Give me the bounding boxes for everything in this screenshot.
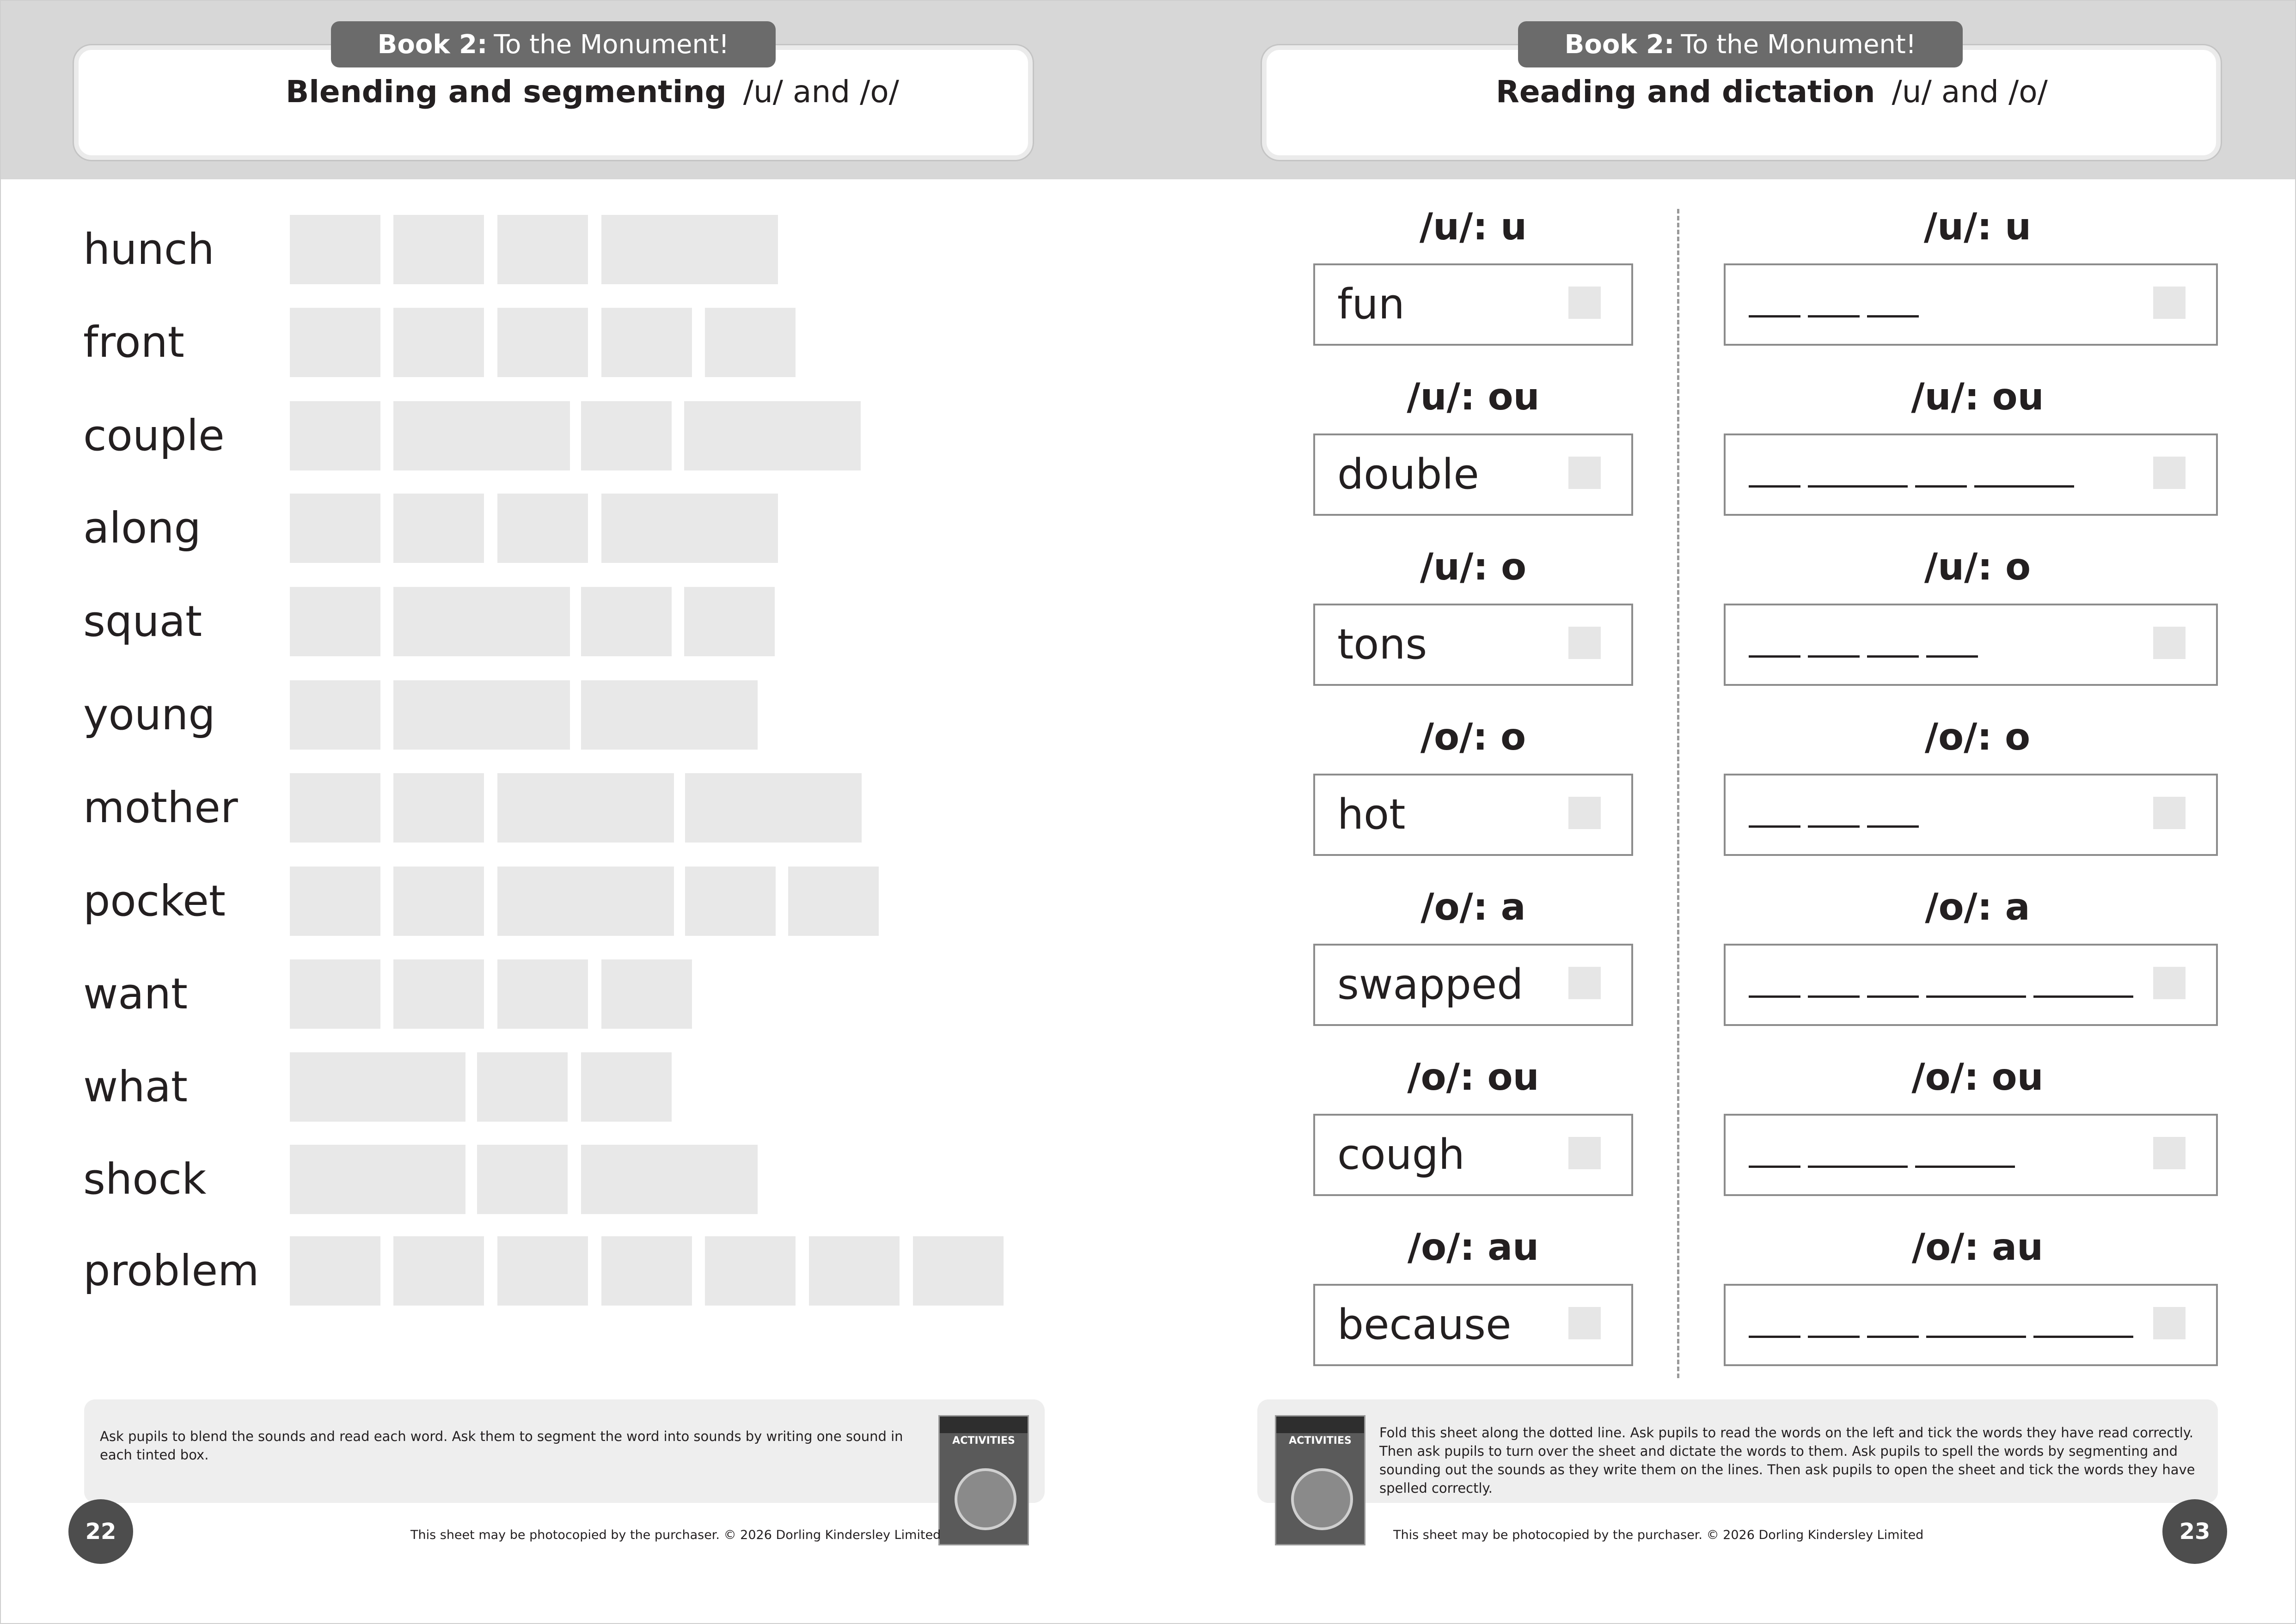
right-instructions: Fold this sheet along the dotted line. Ask pupils to read the words on the left and tick the words they have read correctly. Then ask pupils to turn over the sheet and dictate the words to them. Ask pupils to spell the words by segmenting and sounding out the sounds as they write them on the lines. Then ask pupils to open the sheet and tick the words they have spelled correctly. xyxy=(1379,1425,2195,1496)
word-label: front xyxy=(83,317,184,367)
sound-box[interactable] xyxy=(581,680,758,750)
tick-box[interactable] xyxy=(1568,1137,1601,1169)
right-page-title xyxy=(1496,74,2048,110)
word-label: squat xyxy=(83,597,202,646)
sound-box[interactable] xyxy=(393,401,570,470)
cover-illustration xyxy=(1291,1468,1353,1530)
dictation-box xyxy=(1724,604,2218,686)
left-page-title xyxy=(286,74,899,110)
reading-word: hot xyxy=(1337,790,1406,839)
left-book-title: To the Monument! xyxy=(494,29,729,60)
tick-box[interactable] xyxy=(1568,797,1601,829)
sound-box[interactable] xyxy=(581,587,672,656)
sound-box[interactable] xyxy=(601,959,692,1029)
reading-sound-heading: /o/: au xyxy=(1407,1226,1539,1269)
right-book-label: Book 2: xyxy=(1564,29,1675,60)
letter-line[interactable] xyxy=(1867,1336,1919,1338)
sound-box[interactable] xyxy=(788,867,879,936)
sound-box[interactable] xyxy=(601,494,778,563)
word-label: shock xyxy=(83,1154,207,1204)
sound-box[interactable] xyxy=(393,587,570,656)
sound-box[interactable] xyxy=(393,1236,484,1306)
letter-line[interactable] xyxy=(1915,485,1967,488)
dictation-sound-heading: /o/: ou xyxy=(1911,1056,2044,1099)
letter-line[interactable] xyxy=(1867,655,1919,658)
sound-box[interactable] xyxy=(477,1052,568,1122)
dictation-box xyxy=(1724,263,2218,346)
tick-box[interactable] xyxy=(2153,457,2186,489)
reading-sound-heading: /u/: o xyxy=(1420,545,1527,588)
letter-line[interactable] xyxy=(1808,655,1860,658)
letter-line[interactable] xyxy=(1749,315,1800,317)
cover-banner xyxy=(1276,1416,1364,1433)
letter-line[interactable] xyxy=(1808,1166,1908,1168)
letter-line[interactable] xyxy=(1749,655,1800,658)
copyright-right: This sheet may be photocopied by the purchaser. © 2026 Dorling Kindersley Limited xyxy=(1393,1528,1924,1542)
dictation-box xyxy=(1724,433,2218,516)
sound-box[interactable] xyxy=(913,1236,1004,1306)
sound-box[interactable] xyxy=(477,1145,568,1214)
tick-box[interactable] xyxy=(1568,1307,1601,1339)
sound-box[interactable] xyxy=(684,401,861,470)
sound-box[interactable] xyxy=(393,773,484,843)
sound-box[interactable] xyxy=(290,1052,465,1122)
reading-word: double xyxy=(1337,450,1479,499)
reading-word-box xyxy=(1313,774,1633,856)
reading-sound-heading: /u/: ou xyxy=(1407,375,1540,418)
sound-box[interactable] xyxy=(601,215,778,284)
reading-word: fun xyxy=(1337,280,1405,329)
letter-line[interactable] xyxy=(1867,995,1919,998)
dictation-box xyxy=(1724,944,2218,1026)
left-heading-sounds: /u/ and /o/ xyxy=(743,74,900,110)
word-label: couple xyxy=(83,411,225,460)
dictation-box xyxy=(1724,1284,2218,1366)
sound-box[interactable] xyxy=(290,1236,380,1306)
reading-sound-heading: /u/: u xyxy=(1419,205,1527,248)
letter-line[interactable] xyxy=(1926,655,1978,658)
word-label: problem xyxy=(83,1246,259,1295)
dictation-sound-heading: /o/: a xyxy=(1925,885,2030,928)
tick-box[interactable] xyxy=(2153,967,2186,999)
fold-line xyxy=(1677,209,1679,1378)
sound-box[interactable] xyxy=(809,1236,900,1306)
letter-line[interactable] xyxy=(1808,825,1860,828)
reading-word: tons xyxy=(1337,620,1427,669)
reading-word-box xyxy=(1313,1114,1633,1196)
sound-box[interactable] xyxy=(685,867,776,936)
sound-box[interactable] xyxy=(290,773,380,843)
right-instructions-panel xyxy=(1257,1399,2218,1503)
sound-box[interactable] xyxy=(705,308,796,377)
word-label: along xyxy=(83,503,201,553)
tick-box[interactable] xyxy=(2153,1307,2186,1339)
sound-box[interactable] xyxy=(393,494,484,563)
sound-box[interactable] xyxy=(290,867,380,936)
letter-line[interactable] xyxy=(1926,995,2026,998)
dictation-sound-heading: /o/: au xyxy=(1911,1226,2044,1269)
letter-line[interactable] xyxy=(1926,1336,2026,1338)
letter-line[interactable] xyxy=(1808,995,1860,998)
cover-title: ACTIVITIES xyxy=(952,1435,1015,1447)
letter-line[interactable] xyxy=(1808,485,1908,488)
reading-word-box xyxy=(1313,1284,1633,1366)
sound-box[interactable] xyxy=(290,215,380,284)
sound-box[interactable] xyxy=(601,308,692,377)
cover-title: ACTIVITIES xyxy=(1289,1435,1352,1447)
letter-line[interactable] xyxy=(2033,1336,2133,1338)
reading-sound-heading: /o/: ou xyxy=(1407,1056,1539,1099)
tick-box[interactable] xyxy=(1568,967,1601,999)
tick-box[interactable] xyxy=(2153,287,2186,319)
sound-box[interactable] xyxy=(290,494,380,563)
left-book-label: Book 2: xyxy=(377,29,488,60)
reading-word: because xyxy=(1337,1300,1512,1349)
word-label: hunch xyxy=(83,225,214,274)
left-instructions: Ask pupils to blend the sounds and read each word. Ask them to segment the word into sounds by writing one sound in each tinted box. xyxy=(100,1429,903,1463)
sound-box[interactable] xyxy=(497,1236,588,1306)
page-number-left: 22 xyxy=(68,1499,133,1564)
reading-word-box xyxy=(1313,263,1633,346)
sound-box[interactable] xyxy=(497,867,674,936)
sound-box[interactable] xyxy=(393,867,484,936)
word-label: what xyxy=(83,1062,188,1111)
word-label: young xyxy=(83,690,215,739)
sound-box[interactable] xyxy=(581,401,672,470)
sound-box[interactable] xyxy=(290,308,380,377)
reading-word: swapped xyxy=(1337,960,1524,1009)
sound-box[interactable] xyxy=(497,773,674,843)
letter-line[interactable] xyxy=(1808,1336,1860,1338)
book-cover-thumbnail xyxy=(1275,1415,1365,1545)
letter-line[interactable] xyxy=(1867,315,1919,317)
left-instructions-panel xyxy=(84,1399,1045,1503)
book-cover-thumbnail xyxy=(938,1415,1029,1545)
sound-box[interactable] xyxy=(581,1052,672,1122)
tick-box[interactable] xyxy=(1568,627,1601,659)
reading-word-box xyxy=(1313,433,1633,516)
tick-box[interactable] xyxy=(2153,797,2186,829)
right-heading-sounds: /u/ and /o/ xyxy=(1892,74,2048,110)
dictation-sound-heading: /o/: o xyxy=(1924,715,2031,758)
sound-box[interactable] xyxy=(393,308,484,377)
word-label: pocket xyxy=(83,876,226,926)
dictation-sound-heading: /u/: o xyxy=(1924,545,2031,588)
letter-line[interactable] xyxy=(1915,1166,2015,1168)
sound-box[interactable] xyxy=(393,680,570,750)
right-book-tab xyxy=(1518,21,1963,67)
tick-box[interactable] xyxy=(2153,1137,2186,1169)
sound-box[interactable] xyxy=(290,401,380,470)
tick-box[interactable] xyxy=(1568,287,1601,319)
sound-box[interactable] xyxy=(497,215,588,284)
tick-box[interactable] xyxy=(2153,627,2186,659)
sound-box[interactable] xyxy=(290,959,380,1029)
copyright-left: This sheet may be photocopied by the purchaser. © 2026 Dorling Kindersley Limited xyxy=(410,1528,941,1542)
sound-box[interactable] xyxy=(290,587,380,656)
sound-box[interactable] xyxy=(601,1236,692,1306)
sound-box[interactable] xyxy=(290,680,380,750)
reading-sound-heading: /o/: a xyxy=(1420,885,1526,928)
dictation-sound-heading: /u/: u xyxy=(1923,205,2032,248)
sound-box[interactable] xyxy=(497,959,588,1029)
reading-word-box xyxy=(1313,944,1633,1026)
dictation-box xyxy=(1724,774,2218,856)
letter-line[interactable] xyxy=(1808,315,1860,317)
letter-line[interactable] xyxy=(1974,485,2074,488)
sound-box[interactable] xyxy=(684,587,775,656)
sound-box[interactable] xyxy=(290,1145,465,1214)
cover-banner xyxy=(940,1416,1028,1433)
sound-box[interactable] xyxy=(497,308,588,377)
word-label: want xyxy=(83,969,188,1019)
letter-line[interactable] xyxy=(1749,1166,1800,1168)
reading-sound-heading: /o/: o xyxy=(1420,715,1526,758)
word-label: mother xyxy=(83,783,238,832)
right-heading: Reading and dictation xyxy=(1496,74,1875,110)
letter-line[interactable] xyxy=(1749,995,1800,998)
sound-box[interactable] xyxy=(393,215,484,284)
letter-line[interactable] xyxy=(1749,1336,1800,1338)
letter-line[interactable] xyxy=(1867,825,1919,828)
right-book-title: To the Monument! xyxy=(1681,29,1916,60)
sound-box[interactable] xyxy=(581,1145,758,1214)
dictation-sound-heading: /u/: ou xyxy=(1911,375,2044,418)
sound-box[interactable] xyxy=(497,494,588,563)
sound-box[interactable] xyxy=(393,959,484,1029)
reading-word: cough xyxy=(1337,1130,1465,1179)
dictation-box xyxy=(1724,1114,2218,1196)
letter-line[interactable] xyxy=(2033,995,2133,998)
cover-illustration xyxy=(955,1468,1016,1530)
tick-box[interactable] xyxy=(1568,457,1601,489)
letter-line[interactable] xyxy=(1749,825,1800,828)
left-heading: Blending and segmenting xyxy=(286,74,727,110)
reading-word-box xyxy=(1313,604,1633,686)
letter-line[interactable] xyxy=(1749,485,1800,488)
left-book-tab xyxy=(331,21,776,67)
sound-box[interactable] xyxy=(705,1236,796,1306)
page-number-right: 23 xyxy=(2162,1499,2227,1564)
sound-box[interactable] xyxy=(685,773,862,843)
